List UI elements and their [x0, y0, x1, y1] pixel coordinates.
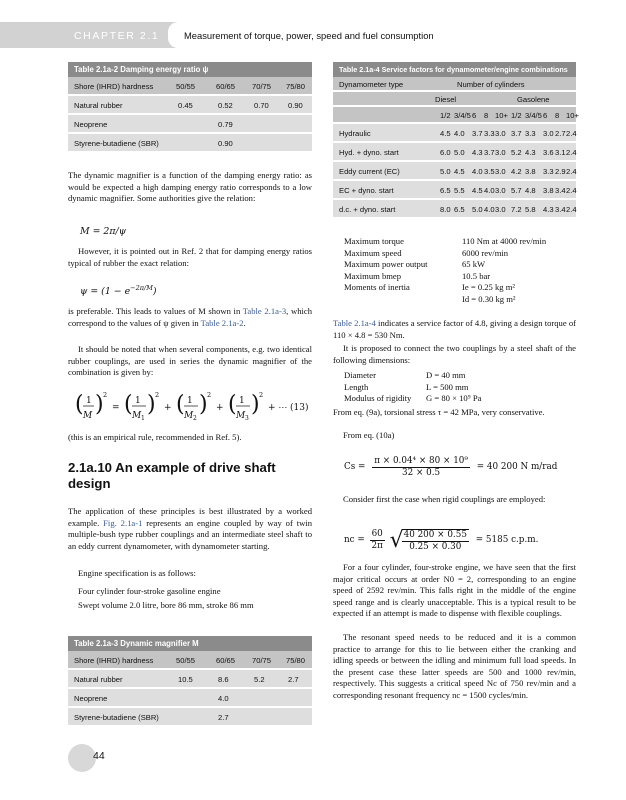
equation-number: (13) [290, 403, 309, 413]
spec-line [344, 271, 576, 283]
table-header-cell: Shore (IHRD) hardness [74, 82, 154, 91]
table-cell: 3.0 [495, 186, 506, 195]
equation-13 [72, 390, 312, 426]
spec-label: Maximum torque [344, 236, 404, 246]
page-number: 44 [93, 750, 105, 762]
table-cell: 4.5 [440, 129, 451, 138]
table-cell: Neoprene [74, 120, 108, 129]
table-header-cell: Diesel [435, 95, 457, 104]
table-cell: 3.6 [543, 148, 554, 157]
table-cell: 3.4 [555, 205, 566, 214]
table-row [333, 124, 576, 143]
table-header-cell: 75/80 [286, 656, 306, 665]
table-row [68, 96, 312, 115]
table-cell: 7.2 [511, 205, 522, 214]
table-cell: 3.3 [484, 129, 495, 138]
table-caption: Table 2.1a-3 Dynamic magnifier M [68, 636, 312, 651]
table-cell: 3.0 [495, 148, 506, 157]
paragraph: However, it is pointed out in Ref. 2 that for damping energy ratios typical of rubber the exact relation: [68, 246, 312, 268]
table-cell: 0.90 [218, 139, 233, 148]
table-cell: 3.3 [525, 129, 536, 138]
table-header-cell: 10+ [566, 111, 579, 120]
table-cell: 4.2 [511, 167, 522, 176]
svg-text:=: = [112, 403, 120, 413]
paragraph: Engine specification is as follows: [78, 568, 196, 578]
table-dynamic-magnifier [68, 636, 312, 727]
table-row [68, 115, 312, 134]
table-service-factors [333, 62, 579, 219]
table-cell: Natural rubber [74, 675, 123, 684]
table-header-cell: 3/4/5 [525, 111, 542, 120]
table-cell: Natural rubber [74, 101, 123, 110]
table-cell: 4.8 [525, 186, 536, 195]
table-cell: 4.0 [484, 205, 495, 214]
table-cell: 0.79 [218, 120, 233, 129]
svg-text:): ) [199, 392, 208, 417]
spec-line [344, 393, 576, 405]
table-cell: 0.52 [218, 101, 233, 110]
table-header-cell: 10+ [495, 111, 508, 120]
svg-text:): ) [147, 392, 156, 417]
table-link[interactable]: Table 2.1a-2 [200, 317, 244, 328]
paragraph: The application of these principles is best illustrated by a worked example. Fig. 2.1a-1 represents an engine coupled by way of twin multiple-bush type rubber couplings and an intermediate steel shaft to an eddy current dynamometer, with dynamometer starting. [68, 506, 312, 551]
table-caption: Table 2.1a-4 Service factors for dynamometer/engine combinations [333, 62, 576, 77]
svg-text:1: 1 [86, 396, 92, 406]
table-row [68, 134, 312, 153]
table-cell: 4.5 [454, 167, 465, 176]
table-cell: 2.4 [566, 205, 577, 214]
spec-line [344, 248, 576, 260]
table-cell: 2.4 [566, 148, 577, 157]
svg-text:2: 2 [207, 391, 212, 399]
table-row [333, 162, 576, 181]
table-cell: 2.7 [218, 713, 229, 722]
table-cell: 2.4 [566, 129, 577, 138]
svg-text:2: 2 [155, 391, 160, 399]
table-cell: 3.0 [495, 167, 506, 176]
table-cell: 3.8 [525, 167, 536, 176]
table-cell: 5.2 [254, 675, 265, 684]
spec-value: Ie = 0.25 kg m² [462, 282, 516, 293]
table-cell: 3.0 [495, 205, 506, 214]
spec-line [344, 294, 576, 306]
table-caption: Table 2.1a-2 Damping energy ratio ψ [68, 62, 312, 77]
paragraph: It is proposed to connect the two couplings by a steel shaft of the following dimensions: [333, 343, 576, 365]
equation-damping: $\psi = (1 - e^{-2\pi/M})$ [80, 284, 157, 298]
table-header-cell: 1/2 [511, 111, 522, 120]
table-cell: 6.0 [440, 148, 451, 157]
table-cell: 5.2 [511, 148, 522, 157]
table-cell: 4.0 [484, 186, 495, 195]
table-row [68, 708, 312, 727]
spec-value: 6000 rev/min [462, 247, 509, 258]
svg-text:(: ( [124, 392, 133, 417]
table-cell: 3.4 [555, 186, 566, 195]
spec-label: Maximum speed [344, 247, 402, 258]
equation-cs: Cs = $\frac{\text{π × 0.04⁴ × 80 × 10⁹}}{32 \times 0.5}$ = 40 200 N m/rad [344, 456, 558, 478]
table-cell: 4.0 [454, 129, 465, 138]
table-cell: 5.0 [472, 205, 483, 214]
table-cell: 3.5 [484, 167, 495, 176]
table-cell: 2.7 [555, 129, 566, 138]
table-header-cell: 70/75 [252, 656, 272, 665]
table-cell: 8.0 [440, 205, 451, 214]
svg-text:): ) [95, 392, 104, 417]
table-row [68, 670, 312, 689]
table-cell: 4.5 [472, 186, 483, 195]
paragraph: For a four cylinder, four-stroke engine, we have seen that the first major critical occurs at order N0 = 2, corresponding to an engine speed of 2592 rev/min. This falls right in the middle of the engine speed range and is clearly unacceptable. This is a typical result to be expected if an attempt is made to dispense with flexible couplings. [333, 562, 576, 619]
paragraph: Consider first the case when rigid couplings are employed: [343, 494, 546, 504]
table-header-cell: Gasolene [517, 95, 550, 104]
table-header-cell: 3/4/5 [454, 111, 471, 120]
table-row [333, 181, 576, 200]
table-header-cell: Shore (IHRD) hardness [74, 656, 154, 665]
figure-link[interactable]: Fig. 2.1a-1 [103, 517, 143, 528]
table-cell: 2.7 [288, 675, 299, 684]
svg-text:M: M [184, 411, 194, 421]
table-header-cell: 1/2 [440, 111, 451, 120]
spec-line [344, 382, 576, 394]
spec-label: Modulus of rigidity [344, 393, 412, 404]
table-cell: 4.0 [472, 167, 483, 176]
spec-value: D = 40 mm [426, 370, 466, 380]
table-cell: 0.70 [254, 101, 269, 110]
table-cell: 3.0 [495, 129, 506, 138]
table-header-cell: 70/75 [252, 82, 272, 91]
table-header-row [333, 92, 576, 107]
table-row [333, 143, 576, 162]
table-cell: 5.0 [454, 148, 465, 157]
table-cell: 5.8 [525, 205, 536, 214]
table-cell: Eddy current (EC) [339, 167, 400, 176]
svg-text:(: ( [176, 392, 185, 417]
table-damping-energy-ratio [68, 62, 312, 153]
table-cell: Styrene-butadiene (SBR) [74, 139, 159, 148]
table-cell: EC + dyno. start [339, 186, 394, 195]
table-header-row [68, 651, 312, 670]
svg-text:1: 1 [141, 415, 145, 422]
spec-value: L = 500 mm [426, 381, 469, 392]
table-subheader-row [333, 107, 579, 124]
svg-text:+: + [216, 403, 224, 413]
table-cell: 4.3 [543, 205, 554, 214]
spec-label: Length [344, 381, 369, 392]
table-cell: 4.0 [218, 694, 229, 703]
chapter-title: Measurement of torque, power, speed and fuel consumption [184, 30, 434, 41]
spec-line [344, 370, 576, 382]
paragraph: Swept volume 2.0 litre, bore 86 mm, stroke 86 mm [78, 600, 254, 610]
svg-text:M: M [83, 411, 93, 421]
table-cell: 4.3 [525, 148, 536, 157]
table-row [68, 689, 312, 708]
chapter-label: CHAPTER 2.1 [74, 30, 160, 42]
table-cell: 5.0 [440, 167, 451, 176]
spec-value: G = 80 × 10⁹ Pa [426, 393, 482, 404]
table-body [333, 124, 576, 219]
spec-label: Moments of inertia [344, 282, 410, 293]
table-cell: 2.9 [555, 167, 566, 176]
paragraph: It should be noted that when several components, e.g. two identical rubber couplings, are used in series the dynamic magnifier of the combination is given by: [68, 344, 312, 378]
table-link[interactable]: Table 2.1a-4 [333, 318, 376, 328]
table-cell: Neoprene [74, 694, 108, 703]
paragraph: The dynamic magnifier is a function of the damping energy ratio: as would be expected a high damping energy ratio corresponds to a low dynamic magnifier. Some authorities give the relation: [68, 170, 312, 204]
table-link[interactable]: Table 2.1a-3 [242, 306, 287, 316]
table-cell: 4.3 [472, 148, 483, 157]
table-header-cell: 6 [543, 111, 548, 120]
spec-line [344, 282, 576, 294]
table-cell: 6.5 [440, 186, 451, 195]
table-header-row [333, 77, 576, 92]
svg-text:2: 2 [103, 391, 108, 399]
svg-text:M: M [236, 411, 246, 421]
svg-text:2: 2 [193, 415, 197, 422]
spec-value: 65 kW [462, 259, 486, 270]
svg-text:2: 2 [259, 391, 264, 399]
table-header-cell: 8 [555, 111, 560, 120]
svg-text:(: ( [228, 392, 237, 417]
table-header-row [68, 77, 312, 96]
svg-text:1: 1 [135, 396, 141, 406]
svg-text:1: 1 [187, 396, 193, 406]
table-cell: d.c. + dyno. start [339, 205, 396, 214]
engine-spec-list [344, 236, 576, 306]
table-cell: 5.5 [454, 186, 465, 195]
spec-value: Id = 0.30 kg m² [462, 293, 516, 304]
svg-text:3: 3 [245, 415, 249, 422]
table-cell: Hydraulic [339, 129, 371, 138]
table-cell: 10.5 [178, 675, 193, 684]
table-cell: 6.5 [454, 205, 465, 214]
svg-text:(: ( [75, 392, 84, 417]
table-cell: 0.90 [288, 101, 303, 110]
spec-label: Maximum bmep [344, 270, 402, 281]
table-cell: Styrene-butadiene (SBR) [74, 713, 159, 722]
equation-nc: nc = $\frac{60}{2\pi}$ √ $\frac{40 200 \times 0.55}{0.25 \times 0.30}$ = 5185 c.p.m. [344, 528, 539, 553]
table-cell: 0.45 [178, 101, 193, 110]
table-cell: 3.1 [555, 148, 566, 157]
table-header-cell: Number of cylinders [457, 80, 525, 89]
table-header-cell: 8 [484, 111, 489, 120]
paragraph: Four cylinder four-stroke gasoline engine [78, 586, 221, 596]
table-header-cell: 50/55 [176, 656, 196, 665]
table-cell: 2.4 [566, 186, 577, 195]
table-cell: 3.7 [472, 129, 483, 138]
table-header-cell: Dynamometer type [339, 80, 404, 89]
table-header-cell: 60/65 [216, 82, 236, 91]
svg-text:1: 1 [239, 396, 245, 406]
table-header-cell: 50/55 [176, 82, 196, 91]
spec-value: 110 Nm at 4000 rev/min [462, 236, 547, 246]
svg-text:+: + [164, 403, 172, 413]
spec-value: 10.5 bar [462, 270, 491, 281]
paragraph: From eq. (9a), torsional stress τ = 42 MPa, very conservative. [333, 407, 545, 417]
svg-text:M: M [132, 411, 142, 421]
paragraph: is preferable. This leads to values of M shown in Table 2.1a-3, which correspond to the values of ψ given in Table 2.1a-2. [68, 306, 312, 328]
table-header-cell: 75/80 [286, 82, 306, 91]
table-cell: 8.6 [218, 675, 229, 684]
paragraph: From eq. (10a) [343, 430, 395, 440]
page-number-badge [68, 744, 96, 772]
table-cell: 3.7 [511, 129, 522, 138]
table-cell: 2.4 [566, 167, 577, 176]
paragraph: Table 2.1a-4 indicates a service factor of 4.8, giving a design torque of 110 × 4.8 = 530 Nm. [333, 318, 576, 340]
paragraph: The resonant speed needs to be reduced and it is a common practice to arrange for this to lie between either the cranking and idling speeds or between the idling and minimum full load speeds. In the present case these latter speeds are 500 and 1000 rev/min, respectively. This suggests a critical speed Nc of 750 rev/min and a corresponding resonant frequency nc = 1500 cycles/min. [333, 632, 576, 700]
spec-label: Maximum power output [344, 259, 428, 270]
paragraph: (this is an empirical rule, recommended in Ref. 5). [68, 432, 242, 442]
section-heading: 2.1a.10 An example of drive shaft design [68, 460, 276, 491]
table-cell: 3.3 [543, 167, 554, 176]
table-cell: 3.7 [484, 148, 495, 157]
spec-label: Diameter [344, 370, 376, 380]
table-header-cell: 6 [472, 111, 477, 120]
svg-text:): ) [251, 392, 260, 417]
shaft-dimensions [344, 370, 576, 405]
equation-13-svg [72, 390, 312, 426]
equation-magnifier: M = 2π/ψ [80, 226, 127, 237]
table-row [333, 200, 576, 219]
table-header-cell: 60/65 [216, 656, 236, 665]
table-cell: Hyd. + dyno. start [339, 148, 399, 157]
table-cell: 5.7 [511, 186, 522, 195]
table-cell: 3.0 [543, 129, 554, 138]
table-cell: 3.8 [543, 186, 554, 195]
svg-text:+ ⋯: + ⋯ [268, 403, 288, 413]
spec-line [344, 236, 576, 248]
spec-line [344, 259, 576, 271]
